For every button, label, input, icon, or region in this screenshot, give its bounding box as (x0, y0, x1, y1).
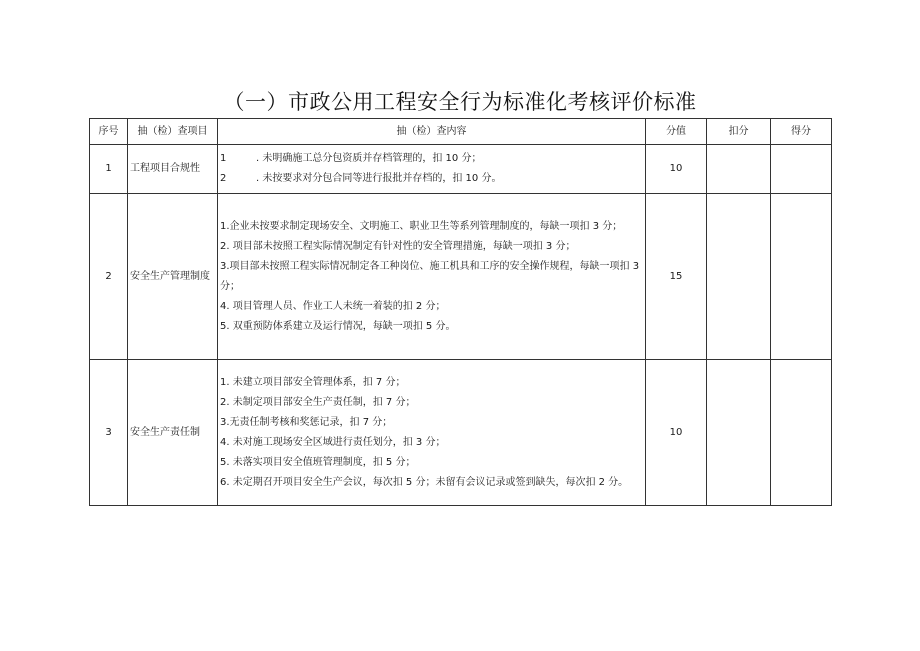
content-line: 4. 项目管理人员、作业工人未统一着装的扣 2 分； (220, 300, 446, 312)
content-line: 2. 未制定项目部安全生产责任制，扣 7 分； (220, 396, 416, 408)
content-line: 5. 未落实项目安全值班管理制度，扣 5 分； (220, 456, 416, 468)
table-row (90, 360, 832, 506)
content-line: 3.项目部未按照工程实际情况制定各工种岗位、施工机具和工序的安全操作规程，每缺一项扣 3 分； (220, 260, 640, 292)
header-content: 抽（检）查内容 (218, 119, 646, 145)
row-content (218, 194, 646, 360)
row-deduct-cell[interactable] (707, 145, 771, 194)
line-text: . 未明确施工总分包资质并存档管理的，扣 10 分； (256, 153, 482, 164)
row-deduct-cell[interactable] (707, 360, 771, 506)
line-text: . 未按要求对分包合同等进行报批并存档的，扣 10 分。 (256, 173, 502, 184)
table-row (90, 194, 832, 360)
header-row (90, 119, 832, 145)
header-deduct: 扣分 (707, 119, 771, 145)
content-line: 2. 项目部未按照工程实际情况制定有针对性的安全管理措施，每缺一项扣 3 分； (220, 240, 576, 252)
page-title: （一）市政公用工程安全行为标准化考核评价标准 (223, 90, 697, 114)
row-score-cell[interactable] (771, 360, 832, 506)
content-line: 1. 未建立项目部安全管理体系，扣 7 分； (220, 376, 406, 388)
row-item: 安全生产责任制 (128, 360, 218, 506)
row-deduct-cell[interactable] (707, 194, 771, 360)
header-item: 抽（检）查项目 (128, 119, 218, 145)
header-score: 得分 (771, 119, 832, 145)
row-item: 安全生产管理制度 (128, 194, 218, 360)
line-number: 2 (220, 173, 227, 184)
content-line (220, 149, 643, 169)
row-score-cell[interactable] (771, 194, 832, 360)
content-line (220, 169, 643, 189)
row-seq: 2 (90, 194, 128, 360)
content-line: 3.无责任制考核和奖惩记录，扣 7 分； (220, 416, 393, 428)
header-seq: 序号 (90, 119, 128, 145)
header-points: 分值 (646, 119, 707, 145)
row-seq: 3 (90, 360, 128, 506)
row-seq: 1 (90, 145, 128, 194)
row-item: 工程项目合规性 (128, 145, 218, 194)
row-content (218, 145, 646, 194)
content-line: 4. 未对施工现场安全区域进行责任划分，扣 3 分； (220, 436, 446, 448)
row-points: 10 (646, 145, 707, 194)
row-points: 10 (646, 360, 707, 506)
line-number: 1 (220, 153, 227, 164)
content-line: 6. 未定期召开项目安全生产会议，每次扣 5 分；未留有会议记录或签到缺失，每次扣 2 分。 (220, 476, 629, 488)
evaluation-table (89, 118, 832, 506)
content-line: 5. 双重预防体系建立及运行情况，每缺一项扣 5 分。 (220, 320, 456, 332)
row-points: 15 (646, 194, 707, 360)
row-content (218, 360, 646, 506)
content-line: 1.企业未按要求制定现场安全、文明施工、职业卫生等系列管理制度的，每缺一项扣 3 分； (220, 220, 623, 232)
row-score-cell[interactable] (771, 145, 832, 194)
table-row (90, 145, 832, 194)
